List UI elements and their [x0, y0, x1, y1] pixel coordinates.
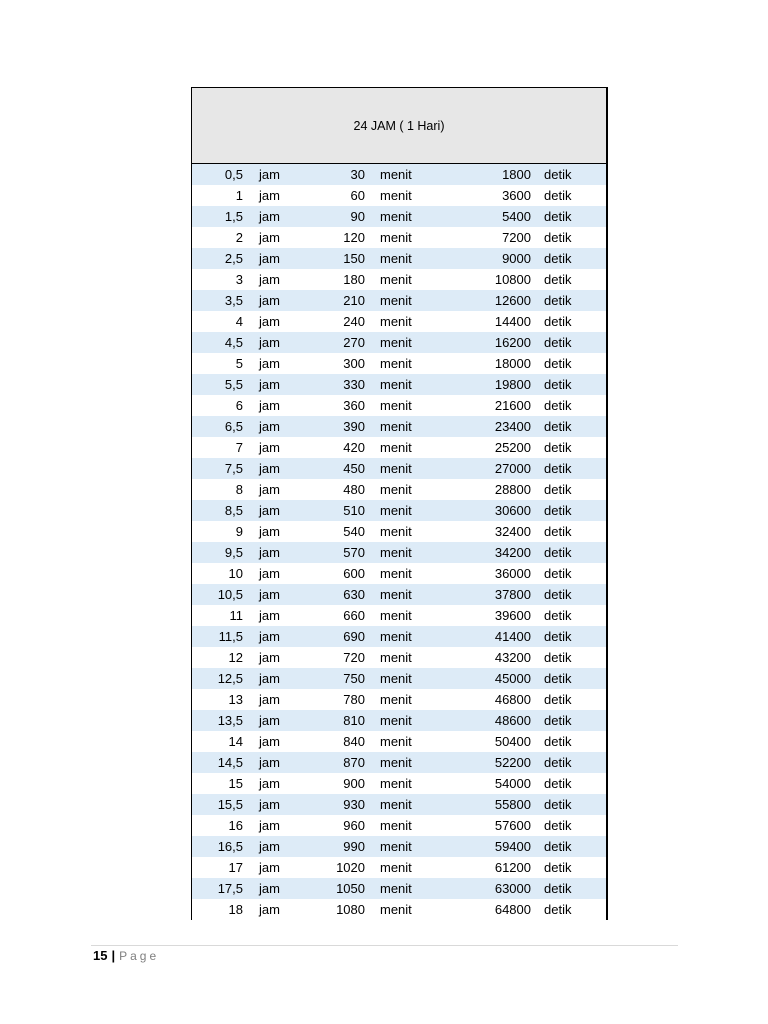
minutes-unit-cell: menit	[380, 209, 412, 224]
minutes-cell: 600	[343, 566, 365, 581]
seconds-cell: 39600	[494, 608, 531, 623]
hours-unit-cell: jam	[259, 398, 280, 413]
seconds-cell: 52200	[494, 755, 531, 770]
minutes-cell: 420	[343, 440, 365, 455]
hours-unit-cell: jam	[259, 461, 280, 476]
seconds-unit-cell: detik	[544, 776, 572, 791]
table-row	[192, 731, 606, 752]
seconds-unit-cell: detik	[544, 629, 572, 644]
minutes-cell: 450	[343, 461, 365, 476]
minutes-unit-cell: menit	[380, 629, 412, 644]
minutes-cell: 60	[350, 188, 365, 203]
minutes-cell: 1020	[336, 860, 365, 875]
minutes-unit-cell: menit	[380, 797, 412, 812]
minutes-cell: 840	[343, 734, 365, 749]
table-row	[192, 647, 606, 668]
table-row	[192, 185, 606, 206]
hours-unit-cell: jam	[259, 209, 280, 224]
table-row	[192, 815, 606, 836]
hours-unit-cell: jam	[259, 608, 280, 623]
seconds-cell: 5400	[502, 209, 531, 224]
seconds-unit-cell: detik	[544, 839, 572, 854]
seconds-unit-cell: detik	[544, 524, 572, 539]
minutes-unit-cell: menit	[380, 293, 412, 308]
hours-cell: 8	[235, 482, 243, 497]
seconds-cell: 19800	[494, 377, 531, 392]
table-row	[192, 227, 606, 248]
table-row	[192, 500, 606, 521]
seconds-unit-cell: detik	[544, 755, 572, 770]
hours-cell: 8,5	[224, 503, 243, 518]
minutes-cell: 720	[343, 650, 365, 665]
hours-unit-cell: jam	[259, 293, 280, 308]
seconds-unit-cell: detik	[544, 881, 572, 896]
minutes-cell: 750	[343, 671, 365, 686]
minutes-unit-cell: menit	[380, 377, 412, 392]
minutes-unit-cell: menit	[380, 419, 412, 434]
minutes-unit-cell: menit	[380, 524, 412, 539]
table-row	[192, 668, 606, 689]
hours-unit-cell: jam	[259, 356, 280, 371]
seconds-unit-cell: detik	[544, 377, 572, 392]
seconds-unit-cell: detik	[544, 314, 572, 329]
table-row	[192, 710, 606, 731]
hours-unit-cell: jam	[259, 314, 280, 329]
seconds-unit-cell: detik	[544, 482, 572, 497]
hours-unit-cell: jam	[259, 839, 280, 854]
seconds-unit-cell: detik	[544, 902, 572, 917]
minutes-unit-cell: menit	[380, 692, 412, 707]
hours-cell: 16,5	[217, 839, 243, 854]
minutes-cell: 1050	[336, 881, 365, 896]
seconds-cell: 10800	[494, 272, 531, 287]
seconds-unit-cell: detik	[544, 230, 572, 245]
minutes-unit-cell: menit	[380, 818, 412, 833]
minutes-cell: 870	[343, 755, 365, 770]
seconds-unit-cell: detik	[544, 608, 572, 623]
table-row	[192, 521, 606, 542]
minutes-unit-cell: menit	[380, 356, 412, 371]
minutes-cell: 390	[343, 419, 365, 434]
seconds-unit-cell: detik	[544, 503, 572, 518]
table-row	[192, 857, 606, 878]
hours-unit-cell: jam	[259, 692, 280, 707]
minutes-unit-cell: menit	[380, 440, 412, 455]
hours-unit-cell: jam	[259, 860, 280, 875]
seconds-cell: 16200	[494, 335, 531, 350]
hours-cell: 16	[228, 818, 243, 833]
minutes-cell: 930	[343, 797, 365, 812]
seconds-cell: 48600	[494, 713, 531, 728]
table-row	[192, 437, 606, 458]
table-row	[192, 689, 606, 710]
seconds-unit-cell: detik	[544, 167, 572, 182]
hours-cell: 17,5	[217, 881, 243, 896]
hours-unit-cell: jam	[259, 671, 280, 686]
hours-cell: 4	[235, 314, 243, 329]
hours-unit-cell: jam	[259, 188, 280, 203]
minutes-unit-cell: menit	[380, 608, 412, 623]
table-row	[192, 542, 606, 563]
minutes-unit-cell: menit	[380, 671, 412, 686]
table-row	[192, 458, 606, 479]
seconds-cell: 12600	[494, 293, 531, 308]
minutes-unit-cell: menit	[380, 251, 412, 266]
seconds-unit-cell: detik	[544, 419, 572, 434]
seconds-cell: 45000	[494, 671, 531, 686]
table-row	[192, 563, 606, 584]
minutes-cell: 1080	[336, 902, 365, 917]
seconds-cell: 36000	[494, 566, 531, 581]
minutes-unit-cell: menit	[380, 335, 412, 350]
seconds-cell: 7200	[502, 230, 531, 245]
hours-cell: 17	[228, 860, 243, 875]
minutes-cell: 270	[343, 335, 365, 350]
hours-unit-cell: jam	[259, 440, 280, 455]
minutes-cell: 540	[343, 524, 365, 539]
seconds-cell: 18000	[494, 356, 531, 371]
seconds-unit-cell: detik	[544, 566, 572, 581]
hours-cell: 2	[235, 230, 243, 245]
minutes-unit-cell: menit	[380, 398, 412, 413]
hours-unit-cell: jam	[259, 335, 280, 350]
hours-cell: 14	[228, 734, 243, 749]
seconds-cell: 23400	[494, 419, 531, 434]
table-row	[192, 332, 606, 353]
seconds-unit-cell: detik	[544, 797, 572, 812]
seconds-cell: 21600	[494, 398, 531, 413]
hours-unit-cell: jam	[259, 797, 280, 812]
hours-unit-cell: jam	[259, 377, 280, 392]
table-row	[192, 374, 606, 395]
seconds-unit-cell: detik	[544, 860, 572, 875]
table-row	[192, 269, 606, 290]
minutes-cell: 660	[343, 608, 365, 623]
minutes-unit-cell: menit	[380, 650, 412, 665]
hours-unit-cell: jam	[259, 419, 280, 434]
minutes-cell: 990	[343, 839, 365, 854]
hours-cell: 6	[235, 398, 243, 413]
minutes-unit-cell: menit	[380, 188, 412, 203]
hours-cell: 1	[235, 188, 243, 203]
table-row	[192, 206, 606, 227]
hours-cell: 3,5	[224, 293, 243, 308]
hours-unit-cell: jam	[259, 734, 280, 749]
minutes-unit-cell: menit	[380, 461, 412, 476]
seconds-cell: 63000	[494, 881, 531, 896]
table-row	[192, 290, 606, 311]
table-row	[192, 794, 606, 815]
seconds-unit-cell: detik	[544, 671, 572, 686]
hours-unit-cell: jam	[259, 902, 280, 917]
hours-unit-cell: jam	[259, 881, 280, 896]
minutes-unit-cell: menit	[380, 314, 412, 329]
hours-cell: 2,5	[224, 251, 243, 266]
minutes-unit-cell: menit	[380, 272, 412, 287]
hours-unit-cell: jam	[259, 629, 280, 644]
table-row	[192, 248, 606, 269]
table-row	[192, 836, 606, 857]
seconds-unit-cell: detik	[544, 209, 572, 224]
hours-unit-cell: jam	[259, 545, 280, 560]
table-body	[192, 164, 606, 920]
table-header	[192, 88, 606, 164]
minutes-cell: 690	[343, 629, 365, 644]
seconds-cell: 37800	[494, 587, 531, 602]
minutes-unit-cell: menit	[380, 587, 412, 602]
minutes-cell: 330	[343, 377, 365, 392]
seconds-unit-cell: detik	[544, 398, 572, 413]
hours-unit-cell: jam	[259, 272, 280, 287]
hours-cell: 18	[228, 902, 243, 917]
hours-cell: 10,5	[217, 587, 243, 602]
minutes-unit-cell: menit	[380, 167, 412, 182]
minutes-unit-cell: menit	[380, 839, 412, 854]
seconds-unit-cell: detik	[544, 461, 572, 476]
table-row	[192, 311, 606, 332]
hours-cell: 1,5	[224, 209, 243, 224]
minutes-unit-cell: menit	[380, 734, 412, 749]
page-number: 15	[93, 948, 108, 963]
seconds-unit-cell: detik	[544, 440, 572, 455]
minutes-cell: 780	[343, 692, 365, 707]
table-row	[192, 773, 606, 794]
table-row	[192, 353, 606, 374]
hours-cell: 15	[228, 776, 243, 791]
minutes-cell: 180	[343, 272, 365, 287]
seconds-cell: 46800	[494, 692, 531, 707]
minutes-unit-cell: menit	[380, 755, 412, 770]
minutes-cell: 300	[343, 356, 365, 371]
hours-unit-cell: jam	[259, 818, 280, 833]
seconds-unit-cell: detik	[544, 188, 572, 203]
minutes-cell: 570	[343, 545, 365, 560]
minutes-unit-cell: menit	[380, 860, 412, 875]
minutes-cell: 150	[343, 251, 365, 266]
hours-unit-cell: jam	[259, 755, 280, 770]
minutes-unit-cell: menit	[380, 230, 412, 245]
minutes-cell: 480	[343, 482, 365, 497]
hours-unit-cell: jam	[259, 167, 280, 182]
table-row	[192, 479, 606, 500]
hours-unit-cell: jam	[259, 650, 280, 665]
seconds-unit-cell: detik	[544, 692, 572, 707]
minutes-cell: 510	[343, 503, 365, 518]
hours-unit-cell: jam	[259, 776, 280, 791]
hours-cell: 6,5	[224, 419, 243, 434]
seconds-cell: 43200	[494, 650, 531, 665]
hours-unit-cell: jam	[259, 713, 280, 728]
hours-unit-cell: jam	[259, 503, 280, 518]
seconds-unit-cell: detik	[544, 545, 572, 560]
seconds-cell: 28800	[494, 482, 531, 497]
minutes-cell: 360	[343, 398, 365, 413]
hours-unit-cell: jam	[259, 230, 280, 245]
hours-unit-cell: jam	[259, 524, 280, 539]
minutes-unit-cell: menit	[380, 713, 412, 728]
footer-separator: |	[111, 948, 116, 963]
seconds-cell: 34200	[494, 545, 531, 560]
table-row	[192, 416, 606, 437]
page-footer	[93, 948, 159, 964]
seconds-cell: 55800	[494, 797, 531, 812]
table-row	[192, 878, 606, 899]
hours-unit-cell: jam	[259, 587, 280, 602]
minutes-cell: 30	[350, 167, 365, 182]
seconds-unit-cell: detik	[544, 734, 572, 749]
conversion-table	[191, 87, 608, 920]
seconds-unit-cell: detik	[544, 818, 572, 833]
hours-cell: 5,5	[224, 377, 243, 392]
table-row	[192, 626, 606, 647]
hours-cell: 7,5	[224, 461, 243, 476]
minutes-cell: 900	[343, 776, 365, 791]
table-row	[192, 899, 606, 920]
hours-cell: 12	[228, 650, 243, 665]
seconds-unit-cell: detik	[544, 713, 572, 728]
hours-cell: 13	[228, 692, 243, 707]
minutes-cell: 810	[343, 713, 365, 728]
table-row	[192, 164, 606, 185]
seconds-cell: 1800	[502, 167, 531, 182]
seconds-unit-cell: detik	[544, 356, 572, 371]
hours-cell: 11,5	[218, 629, 243, 644]
minutes-unit-cell: menit	[380, 566, 412, 581]
page-label: Page	[119, 949, 160, 963]
hours-unit-cell: jam	[259, 251, 280, 266]
table-row	[192, 584, 606, 605]
seconds-unit-cell: detik	[544, 272, 572, 287]
footer-divider	[91, 945, 678, 946]
hours-cell: 10	[228, 566, 243, 581]
minutes-cell: 630	[343, 587, 365, 602]
seconds-cell: 54000	[494, 776, 531, 791]
hours-cell: 15,5	[217, 797, 243, 812]
hours-cell: 14,5	[217, 755, 243, 770]
seconds-cell: 50400	[494, 734, 531, 749]
seconds-unit-cell: detik	[544, 335, 572, 350]
seconds-cell: 32400	[494, 524, 531, 539]
minutes-cell: 210	[343, 293, 365, 308]
hours-unit-cell: jam	[259, 566, 280, 581]
hours-cell: 5	[235, 356, 243, 371]
hours-cell: 4,5	[224, 335, 243, 350]
hours-cell: 11	[229, 608, 243, 623]
seconds-unit-cell: detik	[544, 650, 572, 665]
seconds-unit-cell: detik	[544, 587, 572, 602]
hours-cell: 13,5	[217, 713, 243, 728]
seconds-cell: 3600	[502, 188, 531, 203]
minutes-unit-cell: menit	[380, 881, 412, 896]
seconds-cell: 64800	[494, 902, 531, 917]
hours-cell: 7	[235, 440, 243, 455]
minutes-unit-cell: menit	[380, 545, 412, 560]
hours-cell: 9	[235, 524, 243, 539]
minutes-unit-cell: menit	[380, 482, 412, 497]
minutes-unit-cell: menit	[380, 503, 412, 518]
seconds-cell: 14400	[494, 314, 531, 329]
minutes-cell: 960	[343, 818, 365, 833]
hours-cell: 9,5	[224, 545, 243, 560]
seconds-cell: 30600	[494, 503, 531, 518]
hours-unit-cell: jam	[259, 482, 280, 497]
table-row	[192, 395, 606, 416]
table-title: 24 JAM ( 1 Hari)	[353, 118, 445, 133]
table-row	[192, 605, 606, 626]
table-row	[192, 752, 606, 773]
minutes-cell: 90	[350, 209, 365, 224]
seconds-cell: 27000	[494, 461, 531, 476]
minutes-cell: 240	[343, 314, 365, 329]
hours-cell: 0,5	[224, 167, 243, 182]
seconds-cell: 57600	[494, 818, 531, 833]
seconds-cell: 9000	[502, 251, 531, 266]
seconds-unit-cell: detik	[544, 293, 572, 308]
seconds-cell: 59400	[494, 839, 531, 854]
seconds-cell: 41400	[494, 629, 531, 644]
seconds-cell: 25200	[494, 440, 531, 455]
hours-cell: 12,5	[217, 671, 243, 686]
minutes-cell: 120	[343, 230, 365, 245]
seconds-unit-cell: detik	[544, 251, 572, 266]
hours-cell: 3	[235, 272, 243, 287]
minutes-unit-cell: menit	[380, 902, 412, 917]
minutes-unit-cell: menit	[380, 776, 412, 791]
seconds-cell: 61200	[494, 860, 531, 875]
